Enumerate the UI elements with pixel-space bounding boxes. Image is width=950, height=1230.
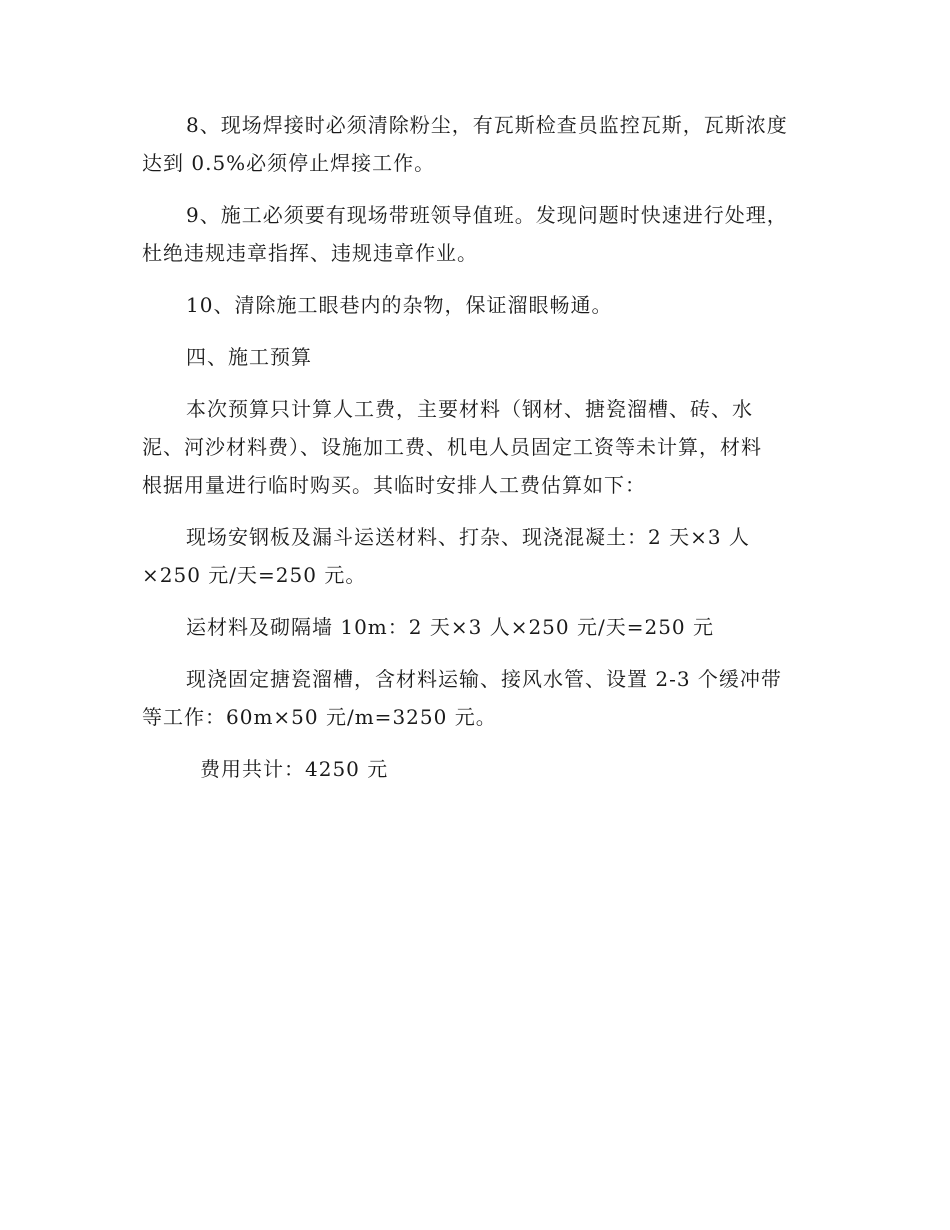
text-line: ×250 元/天=250 元。 (142, 563, 367, 587)
paragraph-item-9 (142, 196, 807, 272)
text-line: 8、现场焊接时必须清除粉尘，有瓦斯检查员监控瓦斯，瓦斯浓度 (186, 113, 788, 137)
text-line: 运材料及砌隔墙 10m：2 天×3 人×250 元/天=250 元 (186, 615, 715, 639)
text-line: 现场安钢板及漏斗运送材料、打杂、现浇混凝土：2 天×3 人 (186, 525, 750, 549)
text-line: 等工作：60m×50 元/m=3250 元。 (142, 705, 497, 729)
section-heading-budget (142, 338, 807, 376)
text-line: 达到 0.5%必须停止焊接工作。 (142, 151, 436, 175)
paragraph-cost-partition-wall (142, 608, 807, 646)
text-line: 现浇固定搪瓷溜槽，含材料运输、接风水管、设置 2-3 个缓冲带 (186, 667, 782, 691)
paragraph-item-8 (142, 106, 807, 182)
text-line: 泥、河沙材料费）、设施加工费、机电人员固定工资等未计算，材料 (142, 435, 762, 459)
text-line: 四、施工预算 (186, 345, 312, 369)
text-line: 杜绝违规违章指挥、违规违章作业。 (142, 241, 478, 265)
document-body (142, 106, 807, 788)
text-line: 9、施工必须要有现场带班领导值班。发现问题时快速进行处理， (186, 203, 788, 227)
text-line: 根据用量进行临时购买。其临时安排人工费估算如下： (142, 473, 646, 497)
cost-total: 费用共计：4250 元 (200, 757, 389, 781)
text-line: 本次预算只计算人工费，主要材料（钢材、搪瓷溜槽、砖、水 (186, 397, 753, 421)
text-line: 10、清除施工眼巷内的杂物，保证溜眼畅通。 (186, 293, 613, 317)
paragraph-item-10 (142, 286, 807, 324)
paragraph-cost-enamel-chute (142, 660, 807, 736)
paragraph-budget-intro (142, 390, 807, 504)
paragraph-cost-steel-plate (142, 518, 807, 594)
